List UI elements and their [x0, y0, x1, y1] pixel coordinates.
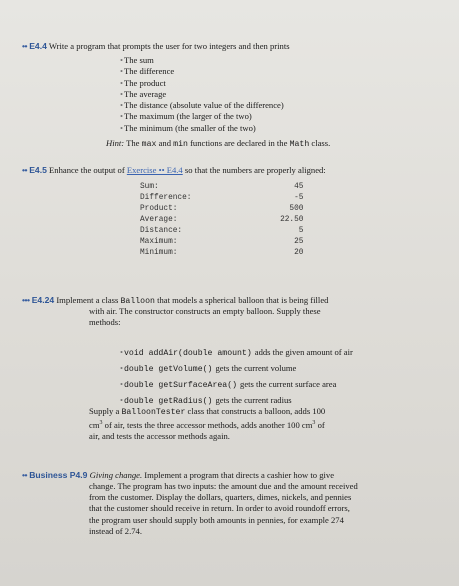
method-description: adds the given amount of air	[254, 347, 353, 357]
method-item	[120, 360, 353, 376]
hint-label: Hint:	[106, 138, 125, 148]
code-balloon-tester: BalloonTester	[121, 408, 186, 417]
row-label: Product:	[140, 205, 178, 213]
list-item	[120, 100, 284, 111]
exercise-number: Business P4.9	[29, 470, 88, 480]
row-label: Minimum:	[140, 249, 178, 257]
body-line	[89, 418, 429, 431]
hint-text: The	[126, 138, 140, 148]
exercise-prompt: Write a program that prompts the user for two integers and then prints	[48, 41, 290, 51]
row-label: Sum:	[140, 183, 159, 191]
list-item-text: The maximum (the larger of the two)	[124, 111, 252, 122]
bullet-icon: •	[120, 363, 124, 373]
body-line: air, and tests the accessor methods again.	[89, 431, 230, 442]
hint-text: and	[158, 138, 171, 148]
body-line: that the customer should receive in return. In order to avoid roundoff errors,	[89, 503, 350, 514]
row-value: 25	[294, 238, 304, 246]
row-label: Distance:	[140, 227, 183, 235]
table-row	[140, 226, 303, 237]
bullet-icon: •	[120, 100, 124, 111]
difficulty-dots: ••	[22, 470, 28, 480]
row-value: 500	[289, 205, 304, 213]
bullet-icon: •	[120, 66, 124, 77]
text: class that constructs a balloon, adds 100	[187, 406, 326, 416]
body-line: the program user should supply both amounts in pennies, for example 274	[89, 514, 344, 525]
body-line: from the customer. Display the dollars, quarters, dimes, nickels, and pennies	[89, 492, 352, 503]
exercise-link[interactable]: Exercise •• E4.4	[126, 165, 183, 175]
exercise-number: E4.5	[29, 165, 47, 175]
body-line: with air. The constructor constructs an empty balloon. Supply these	[89, 306, 321, 316]
table-row	[140, 204, 303, 215]
aligned-output-table	[140, 182, 303, 259]
exercise-number: E4.24	[31, 295, 55, 305]
row-value: 20	[294, 249, 304, 257]
row-value: 5	[298, 227, 304, 235]
body-line: methods:	[89, 317, 121, 328]
exercise-p4-9-header	[22, 470, 445, 481]
method-signature: double getVolume()	[124, 365, 213, 374]
table-row	[140, 248, 303, 259]
row-value: 45	[294, 183, 304, 191]
body-line: instead of 2.74.	[89, 525, 142, 536]
bullet-icon: •	[120, 111, 124, 122]
method-item	[120, 376, 353, 392]
row-label: Maximum:	[140, 238, 178, 246]
table-row	[140, 193, 303, 204]
hint-text: functions are declared in the	[190, 138, 288, 148]
code-math: Math	[289, 140, 310, 149]
bullet-icon: •	[120, 77, 124, 88]
body-line: change. The program has two inputs: the amount due and the amount received	[89, 481, 358, 491]
exercise-text: Enhance the output of	[49, 165, 125, 175]
exercise-text: that models a spherical balloon that is being filled	[157, 295, 329, 305]
text: cm	[89, 420, 100, 431]
list-item-text: The difference	[124, 66, 175, 77]
list-item	[120, 78, 284, 89]
list-item-text: The minimum (the smaller of the two)	[124, 122, 256, 133]
row-value: 22.50	[280, 216, 304, 224]
method-description: gets the current radius	[215, 395, 292, 405]
text: of	[317, 420, 325, 431]
code-min: min	[173, 140, 188, 149]
list-item-text: The product	[124, 77, 166, 88]
bullet-icon: •	[120, 395, 124, 405]
exercise-text: so that the numbers are properly aligned:	[184, 165, 326, 175]
bullet-icon: •	[120, 88, 124, 99]
list-item	[120, 66, 284, 77]
method-signature: void addAir(double amount)	[124, 349, 252, 358]
body-line	[89, 406, 429, 418]
bullet-icon: •	[120, 122, 124, 133]
exercise-text: Implement a program that directs a cashier how to give	[144, 470, 335, 480]
bullet-icon: •	[120, 55, 124, 65]
exercise-title: Giving change.	[89, 470, 143, 480]
superscript: 3	[99, 420, 103, 427]
table-row	[140, 182, 303, 193]
exercise-e4-24-body	[89, 306, 429, 328]
list-item	[120, 89, 284, 100]
list-item	[120, 123, 284, 134]
list-item	[120, 111, 284, 122]
list-item-text: The distance (absolute value of the difference)	[124, 100, 284, 111]
method-item	[120, 344, 353, 360]
exercise-p4-9-body	[89, 481, 429, 537]
superscript: 3	[312, 420, 316, 427]
list-item-text: The average	[124, 88, 167, 99]
exercise-e4-4-header	[22, 41, 445, 52]
code-max: max	[141, 140, 157, 149]
code-balloon: Balloon	[120, 297, 155, 306]
difficulty-dots: •••	[22, 295, 30, 305]
text: of air, tests the three accessor methods, adds another 100 cm	[104, 420, 313, 431]
exercise-e4-5-header	[22, 165, 445, 176]
method-signature: double getRadius()	[124, 397, 213, 406]
method-signature: double getSurfaceArea()	[124, 381, 238, 390]
table-row	[140, 237, 303, 248]
exercise-text: Implement a class	[56, 295, 119, 305]
bullet-icon: •	[120, 347, 124, 357]
list-item	[120, 55, 284, 66]
difficulty-dots: ••	[22, 41, 28, 51]
methods-list	[120, 344, 353, 408]
row-label: Difference:	[140, 194, 192, 202]
tester-paragraph	[89, 406, 429, 442]
exercise-number: E4.4	[29, 41, 47, 51]
text: Supply a	[89, 406, 120, 416]
hint-line	[106, 138, 330, 150]
method-description: gets the current volume	[215, 363, 297, 373]
bullet-icon: •	[120, 379, 124, 389]
difficulty-dots: ••	[22, 165, 28, 175]
hint-text: class.	[311, 138, 331, 148]
row-value: -5	[294, 194, 304, 202]
output-items-list	[120, 55, 284, 134]
row-label: Average:	[140, 216, 178, 224]
table-row	[140, 215, 303, 226]
method-description: gets the current surface area	[240, 379, 337, 389]
list-item-text: The sum	[124, 55, 154, 65]
